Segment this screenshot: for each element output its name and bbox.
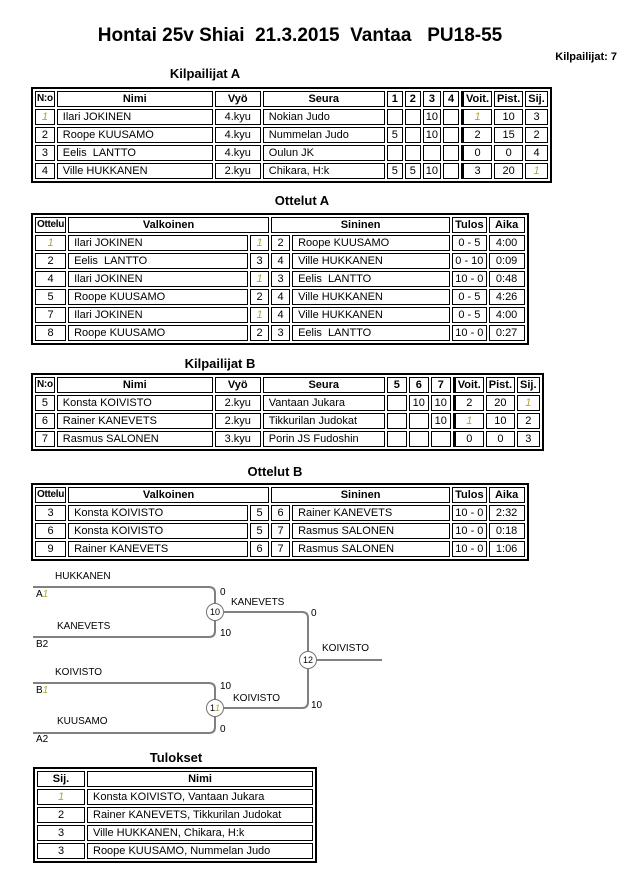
table-cell: 2	[250, 325, 269, 341]
bracket-final-bottom-score: 10	[311, 700, 323, 711]
table-cell: 4:00	[489, 307, 525, 323]
col-header-7: 7	[431, 377, 451, 393]
heading-kilpailijat-a: Kilpailijat A	[169, 66, 241, 81]
page-title: Hontai 25v Shiai 21.3.2015 Vantaa PU18-55	[97, 25, 503, 46]
bracket-sf1-winner: KANEVETS	[231, 597, 285, 608]
table-kilpailijat-b	[31, 373, 544, 451]
bracket-sf2-bottom-code: A2	[36, 734, 49, 745]
table-cell: 5	[387, 163, 403, 179]
col-header-aika: Aika	[489, 487, 525, 503]
col-header-sij: Sij.	[517, 377, 540, 393]
col-header-pist: Pist.	[486, 377, 515, 393]
table-cell	[387, 145, 403, 161]
table-cell: 4:26	[489, 289, 525, 305]
table-header-row	[35, 91, 548, 107]
table-cell: Roope KUUSAMO, Nummelan Judo	[87, 843, 313, 859]
col-header-nimi: Nimi	[57, 377, 213, 393]
table-row	[35, 431, 540, 447]
table-cell: 5	[387, 127, 403, 143]
table-cell: Konsta KOIVISTO	[57, 395, 213, 411]
table-cell: Konsta KOIVISTO	[68, 523, 248, 539]
one-glyph: 1	[256, 273, 263, 285]
table-cell: 6	[271, 505, 290, 521]
table-cell: 7	[35, 307, 66, 323]
table-cell	[37, 789, 85, 805]
col-header-5: 5	[387, 377, 407, 393]
table-cell	[423, 145, 441, 161]
table-row	[35, 541, 525, 557]
table-cell: 2	[37, 807, 85, 823]
table-row	[35, 413, 540, 429]
col-header-no: N:o	[35, 377, 55, 393]
table-cell: 6	[35, 523, 66, 539]
table-cell	[387, 395, 407, 411]
bracket-champion: KOIVISTO	[322, 643, 370, 654]
table-cell: Vantaan Jukara	[263, 395, 385, 411]
table-cell: 10	[423, 163, 441, 179]
table-cell: 2.kyu	[215, 413, 261, 429]
table-cell: 0 - 5	[452, 289, 487, 305]
table-header-row	[37, 771, 313, 787]
col-header-aika: Aika	[489, 217, 525, 233]
table-cell: Rasmus SALONEN	[57, 431, 213, 447]
table-cell: 4	[271, 307, 290, 323]
table-cell: 10 - 0	[452, 271, 487, 287]
table-cell: 15	[494, 127, 523, 143]
col-header-no: N:o	[35, 91, 55, 107]
table-cell	[453, 413, 484, 429]
table-cell: 2.kyu	[215, 163, 261, 179]
table-cell: 2	[35, 253, 66, 269]
table-cell: 10	[494, 109, 523, 125]
table-cell: Rasmus SALONEN	[292, 541, 450, 557]
table-row	[35, 523, 525, 539]
bracket-sf1-top-name: HUKKANEN	[55, 571, 111, 582]
table-cell: 10	[431, 413, 451, 429]
table-cell	[431, 431, 451, 447]
table-cell	[387, 431, 407, 447]
one-glyph: 1	[215, 703, 221, 713]
one-glyph: 1	[256, 237, 263, 249]
table-header-row	[35, 487, 525, 503]
one-glyph: 1	[256, 309, 263, 321]
table-cell: Eelis LANTTO	[292, 271, 450, 287]
table-cell: Ville HUKKANEN	[292, 307, 450, 323]
table-cell: 20	[494, 163, 523, 179]
table-cell: Chikara, H:k	[263, 163, 385, 179]
table-cell: 5	[250, 523, 269, 539]
table-cell	[405, 109, 421, 125]
bracket-sf2-winner: KOIVISTO	[233, 693, 281, 704]
table-cell	[35, 109, 55, 125]
table-ottelut-a	[31, 213, 529, 345]
table-cell: 5	[35, 395, 55, 411]
table-cell: 0 - 10	[452, 253, 487, 269]
table-cell: Rasmus SALONEN	[292, 523, 450, 539]
table-cell: Eelis LANTTO	[68, 253, 248, 269]
table-cell: 0 - 5	[452, 235, 487, 251]
table-cell	[250, 235, 269, 251]
col-header-3: 3	[423, 91, 441, 107]
table-row	[37, 825, 313, 841]
medal-bracket	[0, 560, 460, 760]
table-cell: Nummelan Judo	[263, 127, 385, 143]
col-header-ottelu: Ottelu	[35, 217, 66, 233]
table-cell	[250, 307, 269, 323]
table-cell: 10 - 0	[452, 325, 487, 341]
table-cell: 10	[409, 395, 429, 411]
table-row	[35, 127, 548, 143]
table-cell: 4:00	[489, 235, 525, 251]
table-cell: 8	[35, 325, 66, 341]
table-cell	[461, 109, 492, 125]
table-cell: 6	[250, 541, 269, 557]
table-cell: 4.kyu	[215, 109, 261, 125]
table-cell	[525, 163, 548, 179]
table-cell: 3	[517, 431, 540, 447]
table-row	[37, 789, 313, 805]
bracket-final-top-score: 0	[311, 608, 317, 619]
bracket-match-10-circle: 10	[206, 603, 224, 621]
table-cell: 0	[494, 145, 523, 161]
heading-ottelut-a: Ottelut A	[274, 193, 330, 208]
table-kilpailijat-a	[31, 87, 552, 183]
col-header-pist: Pist.	[494, 91, 523, 107]
table-cell: 3	[37, 825, 85, 841]
table-cell: 7	[271, 523, 290, 539]
table-cell: Nokian Judo	[263, 109, 385, 125]
table-cell: 0:27	[489, 325, 525, 341]
one-glyph: 1	[525, 397, 532, 409]
table-cell: Ilari JOKINEN	[57, 109, 213, 125]
table-cell: Ilari JOKINEN	[68, 307, 248, 323]
table-cell: 0:09	[489, 253, 525, 269]
table-cell	[250, 271, 269, 287]
table-cell: 2	[525, 127, 548, 143]
bracket-match-12-circle: 12	[299, 651, 317, 669]
col-header-sininen: Sininen	[271, 487, 450, 503]
col-header-vyo: Vyö	[215, 377, 261, 393]
col-header-1: 1	[387, 91, 403, 107]
table-cell: Ville HUKKANEN	[57, 163, 213, 179]
table-cell: 3	[271, 271, 290, 287]
table-cell: 3	[35, 505, 66, 521]
table-cell: 3.kyu	[215, 431, 261, 447]
table-row	[35, 163, 548, 179]
col-header-4: 4	[443, 91, 459, 107]
table-cell: 0 - 5	[452, 307, 487, 323]
table-cell: Konsta KOIVISTO	[68, 505, 248, 521]
bracket-sf1-bottom-score: 10	[220, 628, 232, 639]
heading-kilpailijat-b: Kilpailijat B	[184, 356, 256, 371]
table-cell: 5	[405, 163, 421, 179]
table-cell: Ilari JOKINEN	[68, 271, 248, 287]
table-cell: 3	[525, 109, 548, 125]
table-cell: 2	[453, 395, 484, 411]
col-header-voit: Voit.	[453, 377, 484, 393]
bracket-lines	[0, 560, 460, 760]
col-header-seura: Seura	[263, 91, 385, 107]
table-cell: Eelis LANTTO	[57, 145, 213, 161]
table-cell: 2:32	[489, 505, 525, 521]
table-row	[35, 253, 525, 269]
table-row	[35, 271, 525, 287]
table-cell: 1:06	[489, 541, 525, 557]
table-cell: 3	[271, 325, 290, 341]
table-cell: 10 - 0	[452, 505, 487, 521]
table-cell: 5	[35, 289, 66, 305]
col-header-tulos: Tulos	[452, 217, 487, 233]
table-cell: 7	[35, 431, 55, 447]
table-cell: 4.kyu	[215, 127, 261, 143]
col-header-valkoinen: Valkoinen	[68, 487, 269, 503]
table-cell	[35, 235, 66, 251]
table-cell: 3	[35, 145, 55, 161]
table-row	[35, 325, 525, 341]
table-cell: 2.kyu	[215, 395, 261, 411]
table-cell: 10 - 0	[452, 541, 487, 557]
col-header-6: 6	[409, 377, 429, 393]
table-row	[35, 235, 525, 251]
one-glyph: 1	[41, 111, 48, 123]
table-cell: Rainer KANEVETS	[57, 413, 213, 429]
table-cell: Porin JS Fudoshin	[263, 431, 385, 447]
table-tulokset	[33, 767, 317, 863]
table-cell: 4	[271, 289, 290, 305]
col-header-nimi: Nimi	[87, 771, 313, 787]
col-header-2: 2	[405, 91, 421, 107]
col-header-ottelu: Ottelu	[35, 487, 66, 503]
table-cell: 7	[271, 541, 290, 557]
table-cell: 2	[35, 127, 55, 143]
table-cell: 10	[423, 127, 441, 143]
bracket-sf1-top-code: A1	[36, 589, 49, 600]
table-row	[35, 307, 525, 323]
table-cell: 4	[525, 145, 548, 161]
table-cell: 2	[271, 235, 290, 251]
one-glyph: 1	[57, 791, 65, 803]
bracket-sf2-bottom-score: 0	[220, 724, 226, 735]
table-cell: 2	[250, 289, 269, 305]
table-cell	[443, 145, 459, 161]
one-glyph: 1	[474, 111, 481, 123]
one-glyph: 1	[42, 589, 49, 600]
table-cell: 10	[423, 109, 441, 125]
table-cell	[443, 163, 459, 179]
one-glyph: 1	[42, 685, 49, 696]
table-row	[37, 843, 313, 859]
table-cell	[517, 395, 540, 411]
table-cell	[387, 109, 403, 125]
table-cell: Konsta KOIVISTO, Vantaan Jukara	[87, 789, 313, 805]
table-cell: 0	[453, 431, 484, 447]
table-cell: Rainer KANEVETS	[292, 505, 450, 521]
bracket-sf1-bottom-code: B2	[36, 639, 49, 650]
table-cell: Tikkurilan Judokat	[263, 413, 385, 429]
table-cell: Roope KUUSAMO	[68, 325, 248, 341]
col-header-valkoinen: Valkoinen	[68, 217, 269, 233]
one-glyph: 1	[466, 415, 473, 427]
table-cell: Eelis LANTTO	[292, 325, 450, 341]
table-cell	[409, 413, 429, 429]
table-cell: Oulun JK	[263, 145, 385, 161]
table-cell: 4	[35, 271, 66, 287]
table-cell: 2	[461, 127, 492, 143]
heading-ottelut-b: Ottelut B	[247, 464, 303, 479]
table-cell: Ville HUKKANEN	[292, 253, 450, 269]
bracket-sf2-top-score: 10	[220, 681, 232, 692]
col-header-seura: Seura	[263, 377, 385, 393]
table-cell	[443, 109, 459, 125]
bracket-sf1-bottom-name: KANEVETS	[57, 621, 111, 632]
bracket-sf2-top-code: B1	[36, 685, 49, 696]
col-header-tulos: Tulos	[452, 487, 487, 503]
table-cell: 10	[431, 395, 451, 411]
bracket-sf2-bottom-name: KUUSAMO	[57, 716, 108, 727]
bracket-sf1-top-score: 0	[220, 587, 226, 598]
table-cell: 0:48	[489, 271, 525, 287]
table-cell	[387, 413, 407, 429]
table-cell: 3	[37, 843, 85, 859]
table-cell: Ville HUKKANEN	[292, 289, 450, 305]
table-header-row	[35, 377, 540, 393]
table-cell: Roope KUUSAMO	[57, 127, 213, 143]
table-cell: 9	[35, 541, 66, 557]
table-cell: 3	[461, 163, 492, 179]
table-cell: 10 - 0	[452, 523, 487, 539]
col-header-voit: Voit.	[461, 91, 492, 107]
table-cell: 0	[461, 145, 492, 161]
table-cell: Roope KUUSAMO	[292, 235, 450, 251]
bracket-sf2-top-name: KOIVISTO	[55, 667, 103, 678]
col-header-sij: Sij.	[525, 91, 548, 107]
table-ottelut-b	[31, 483, 529, 561]
table-header-row	[35, 217, 525, 233]
table-cell: Rainer KANEVETS	[68, 541, 248, 557]
table-cell	[405, 145, 421, 161]
bracket-match-11-circle: 11	[206, 699, 224, 717]
table-row	[35, 109, 548, 125]
table-row	[37, 807, 313, 823]
table-cell: 4.kyu	[215, 145, 261, 161]
table-cell: 0	[486, 431, 515, 447]
table-cell: 4	[271, 253, 290, 269]
table-row	[35, 505, 525, 521]
table-cell: 6	[35, 413, 55, 429]
table-cell: 10	[486, 413, 515, 429]
table-cell	[405, 127, 421, 143]
table-cell	[409, 431, 429, 447]
table-row	[35, 145, 548, 161]
col-header-sininen: Sininen	[271, 217, 450, 233]
col-header-vyo: Vyö	[215, 91, 261, 107]
col-header-nimi: Nimi	[57, 91, 213, 107]
table-cell: 2	[517, 413, 540, 429]
table-cell: 4	[35, 163, 55, 179]
col-header-sij: Sij.	[37, 771, 85, 787]
table-cell	[443, 127, 459, 143]
table-row	[35, 289, 525, 305]
one-glyph: 1	[533, 165, 540, 177]
table-cell: 20	[486, 395, 515, 411]
table-cell: Ilari JOKINEN	[68, 235, 248, 251]
table-cell: Roope KUUSAMO	[68, 289, 248, 305]
competitors-count: Kilpailijat: 7	[555, 51, 617, 63]
table-cell: 5	[250, 505, 269, 521]
table-cell: Rainer KANEVETS, Tikkurilan Judokat	[87, 807, 313, 823]
table-cell: Ville HUKKANEN, Chikara, H:k	[87, 825, 313, 841]
table-cell: 3	[250, 253, 269, 269]
table-row	[35, 395, 540, 411]
heading-tulokset: Tulokset	[149, 750, 203, 765]
table-cell: 0:18	[489, 523, 525, 539]
one-glyph: 1	[47, 237, 54, 249]
